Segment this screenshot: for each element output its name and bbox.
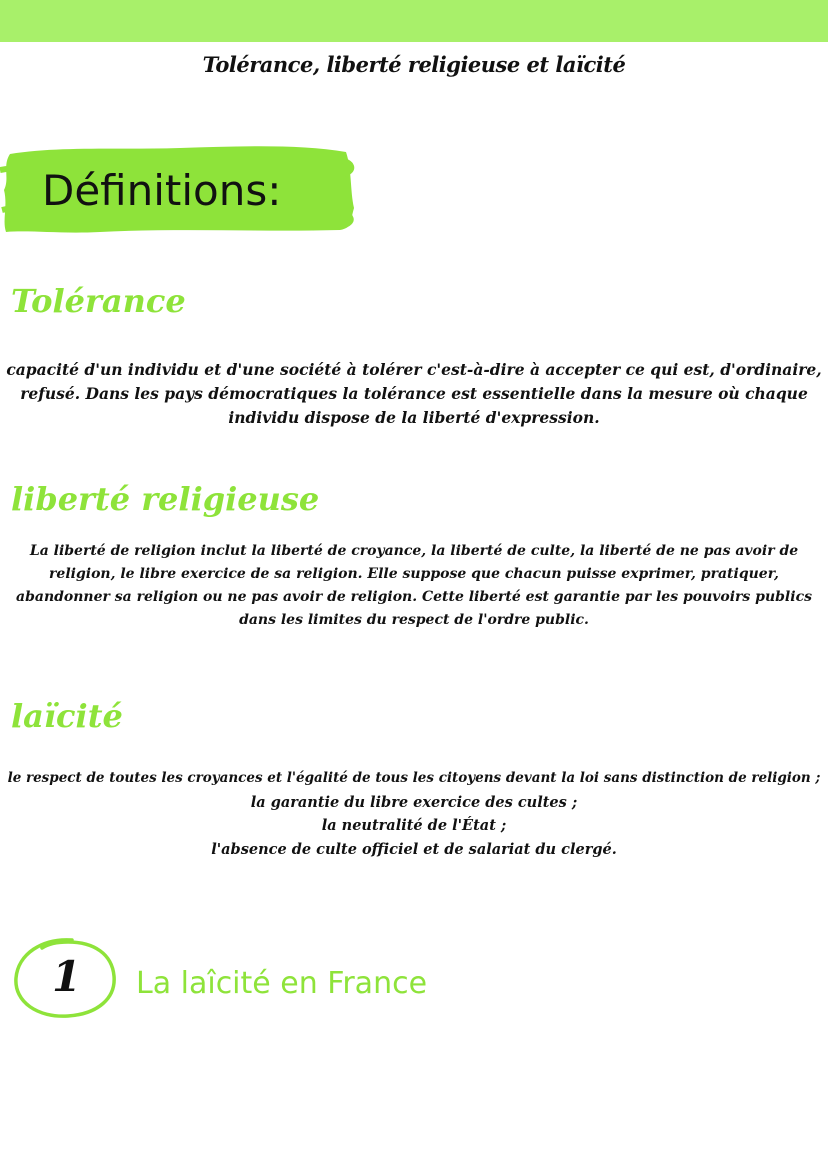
definitions-label: Définitions: <box>42 166 282 215</box>
definition-line: capacité d'un individu et d'une société à tolérer c'est-à-dire à accepter ce qui est, d'ordinaire, <box>6 360 822 379</box>
definition-tolerance <box>6 358 822 430</box>
definition-line: individu dispose de la liberté d'expression. <box>228 408 600 427</box>
definition-liberte-religieuse <box>6 540 822 632</box>
section-title: La laîcité en France <box>136 966 428 1001</box>
definition-line: refusé. Dans les pays démocratiques la tolérance est essentielle dans la mesure où chaque <box>20 384 808 403</box>
definition-line: abandonner sa religion ou ne pas avoir de religion. Cette liberté est garantie par les pouvoirs publics <box>16 589 812 605</box>
term-heading-laicite: laïcité <box>11 697 123 735</box>
page-title: Tolérance, liberté religieuse et laïcité <box>202 52 626 77</box>
definition-line: l'absence de culte officiel et de salariat du clergé. <box>211 840 617 858</box>
definition-line: dans les limites du respect de l'ordre public. <box>239 612 589 628</box>
section-number: 1 <box>52 952 82 1001</box>
definition-line: La liberté de religion inclut la liberté de croyance, la liberté de culte, la liberté de ne pas avoir de <box>29 543 799 559</box>
term-heading-tolerance: Tolérance <box>11 282 186 320</box>
definition-line: la garantie du libre exercice des cultes ; <box>250 793 578 811</box>
definition-line: la neutralité de l'État ; <box>321 817 507 834</box>
top-accent-bar <box>0 0 828 42</box>
definition-laicite <box>6 767 822 861</box>
definition-line: religion, le libre exercice de sa religion. Elle suppose que chacun puisse exprimer, pratiquer, <box>49 566 779 582</box>
definition-line: le respect de toutes les croyances et l'égalité de tous les citoyens devant la loi sans distinction de religion ; <box>7 770 821 786</box>
term-heading-liberte-religieuse: liberté religieuse <box>11 480 320 518</box>
